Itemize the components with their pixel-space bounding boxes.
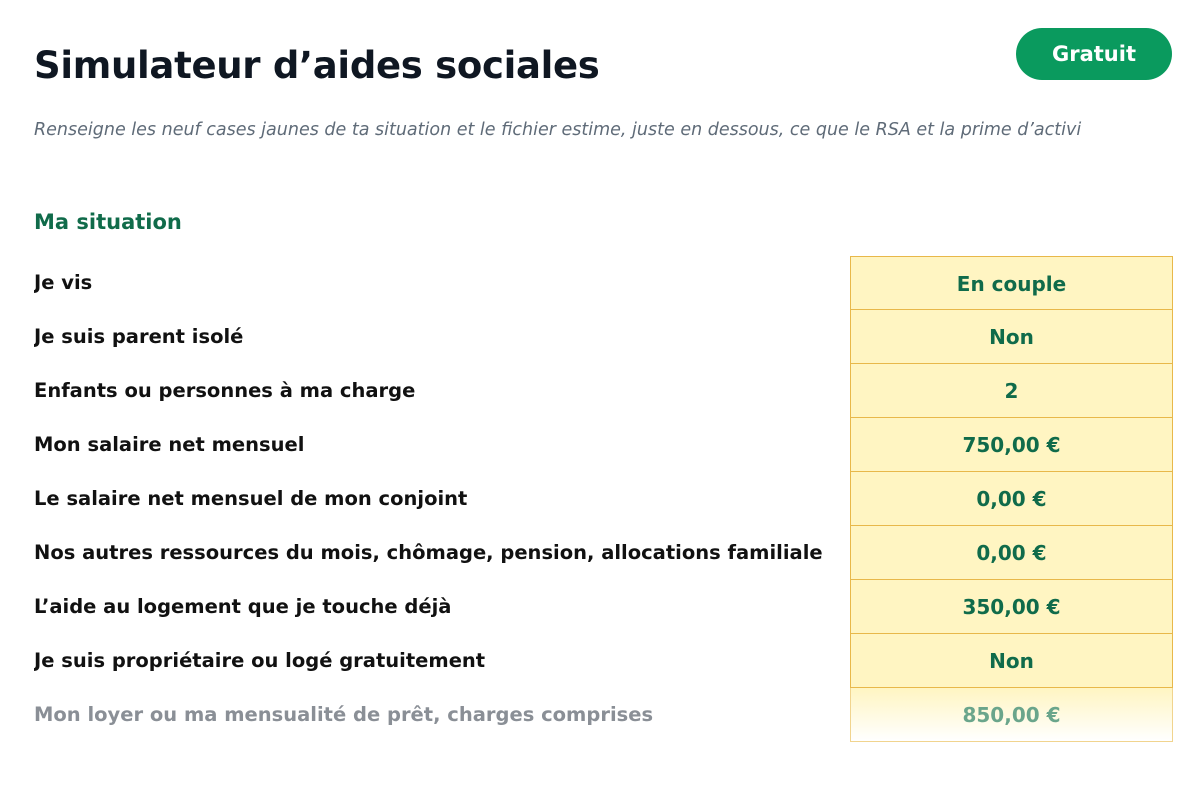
form-row-other-resources — [0, 526, 1200, 580]
row-label: Je suis propriétaire ou logé gratuitement — [34, 649, 486, 672]
input-cell-single-parent[interactable]: Non — [850, 310, 1173, 364]
form-row-net-salary — [0, 418, 1200, 472]
situation-form — [0, 256, 1200, 742]
form-row-dependents — [0, 364, 1200, 418]
free-badge-button[interactable]: Gratuit — [1016, 28, 1172, 80]
row-label: Je suis parent isolé — [34, 325, 244, 348]
row-label: Nos autres ressources du mois, chômage, pension, allocations familiale — [34, 541, 823, 564]
form-row-rent-or-loan — [0, 688, 1200, 742]
input-cell-rent-or-loan[interactable]: 850,00 € — [850, 688, 1173, 742]
row-label: Mon loyer ou ma mensualité de prêt, charges comprises — [34, 703, 654, 726]
input-cell-net-salary[interactable]: 750,00 € — [850, 418, 1173, 472]
row-label: Le salaire net mensuel de mon conjoint — [34, 487, 468, 510]
section-title-my-situation: Ma situation — [34, 210, 182, 234]
form-row-partner-salary — [0, 472, 1200, 526]
input-cell-other-resources[interactable]: 0,00 € — [850, 526, 1173, 580]
form-row-living-situation — [0, 256, 1200, 310]
form-row-housing-aid — [0, 580, 1200, 634]
input-cell-living-situation[interactable]: En couple — [850, 256, 1173, 310]
row-label: Mon salaire net mensuel — [34, 433, 305, 456]
row-label: L’aide au logement que je touche déjà — [34, 595, 452, 618]
input-cell-dependents[interactable]: 2 — [850, 364, 1173, 418]
input-cell-partner-salary[interactable]: 0,00 € — [850, 472, 1173, 526]
form-row-owner-or-free-housing — [0, 634, 1200, 688]
input-cell-housing-aid[interactable]: 350,00 € — [850, 580, 1173, 634]
input-cell-owner-or-free-housing[interactable]: Non — [850, 634, 1173, 688]
page-title: Simulateur d’aides sociales — [34, 44, 600, 87]
form-row-single-parent — [0, 310, 1200, 364]
row-label: Je vis — [34, 271, 93, 294]
row-label: Enfants ou personnes à ma charge — [34, 379, 416, 402]
page-subtitle: Renseigne les neuf cases jaunes de ta situation et le fichier estime, juste en dessous, ce que le RSA et la prime d’activi — [34, 120, 1082, 140]
